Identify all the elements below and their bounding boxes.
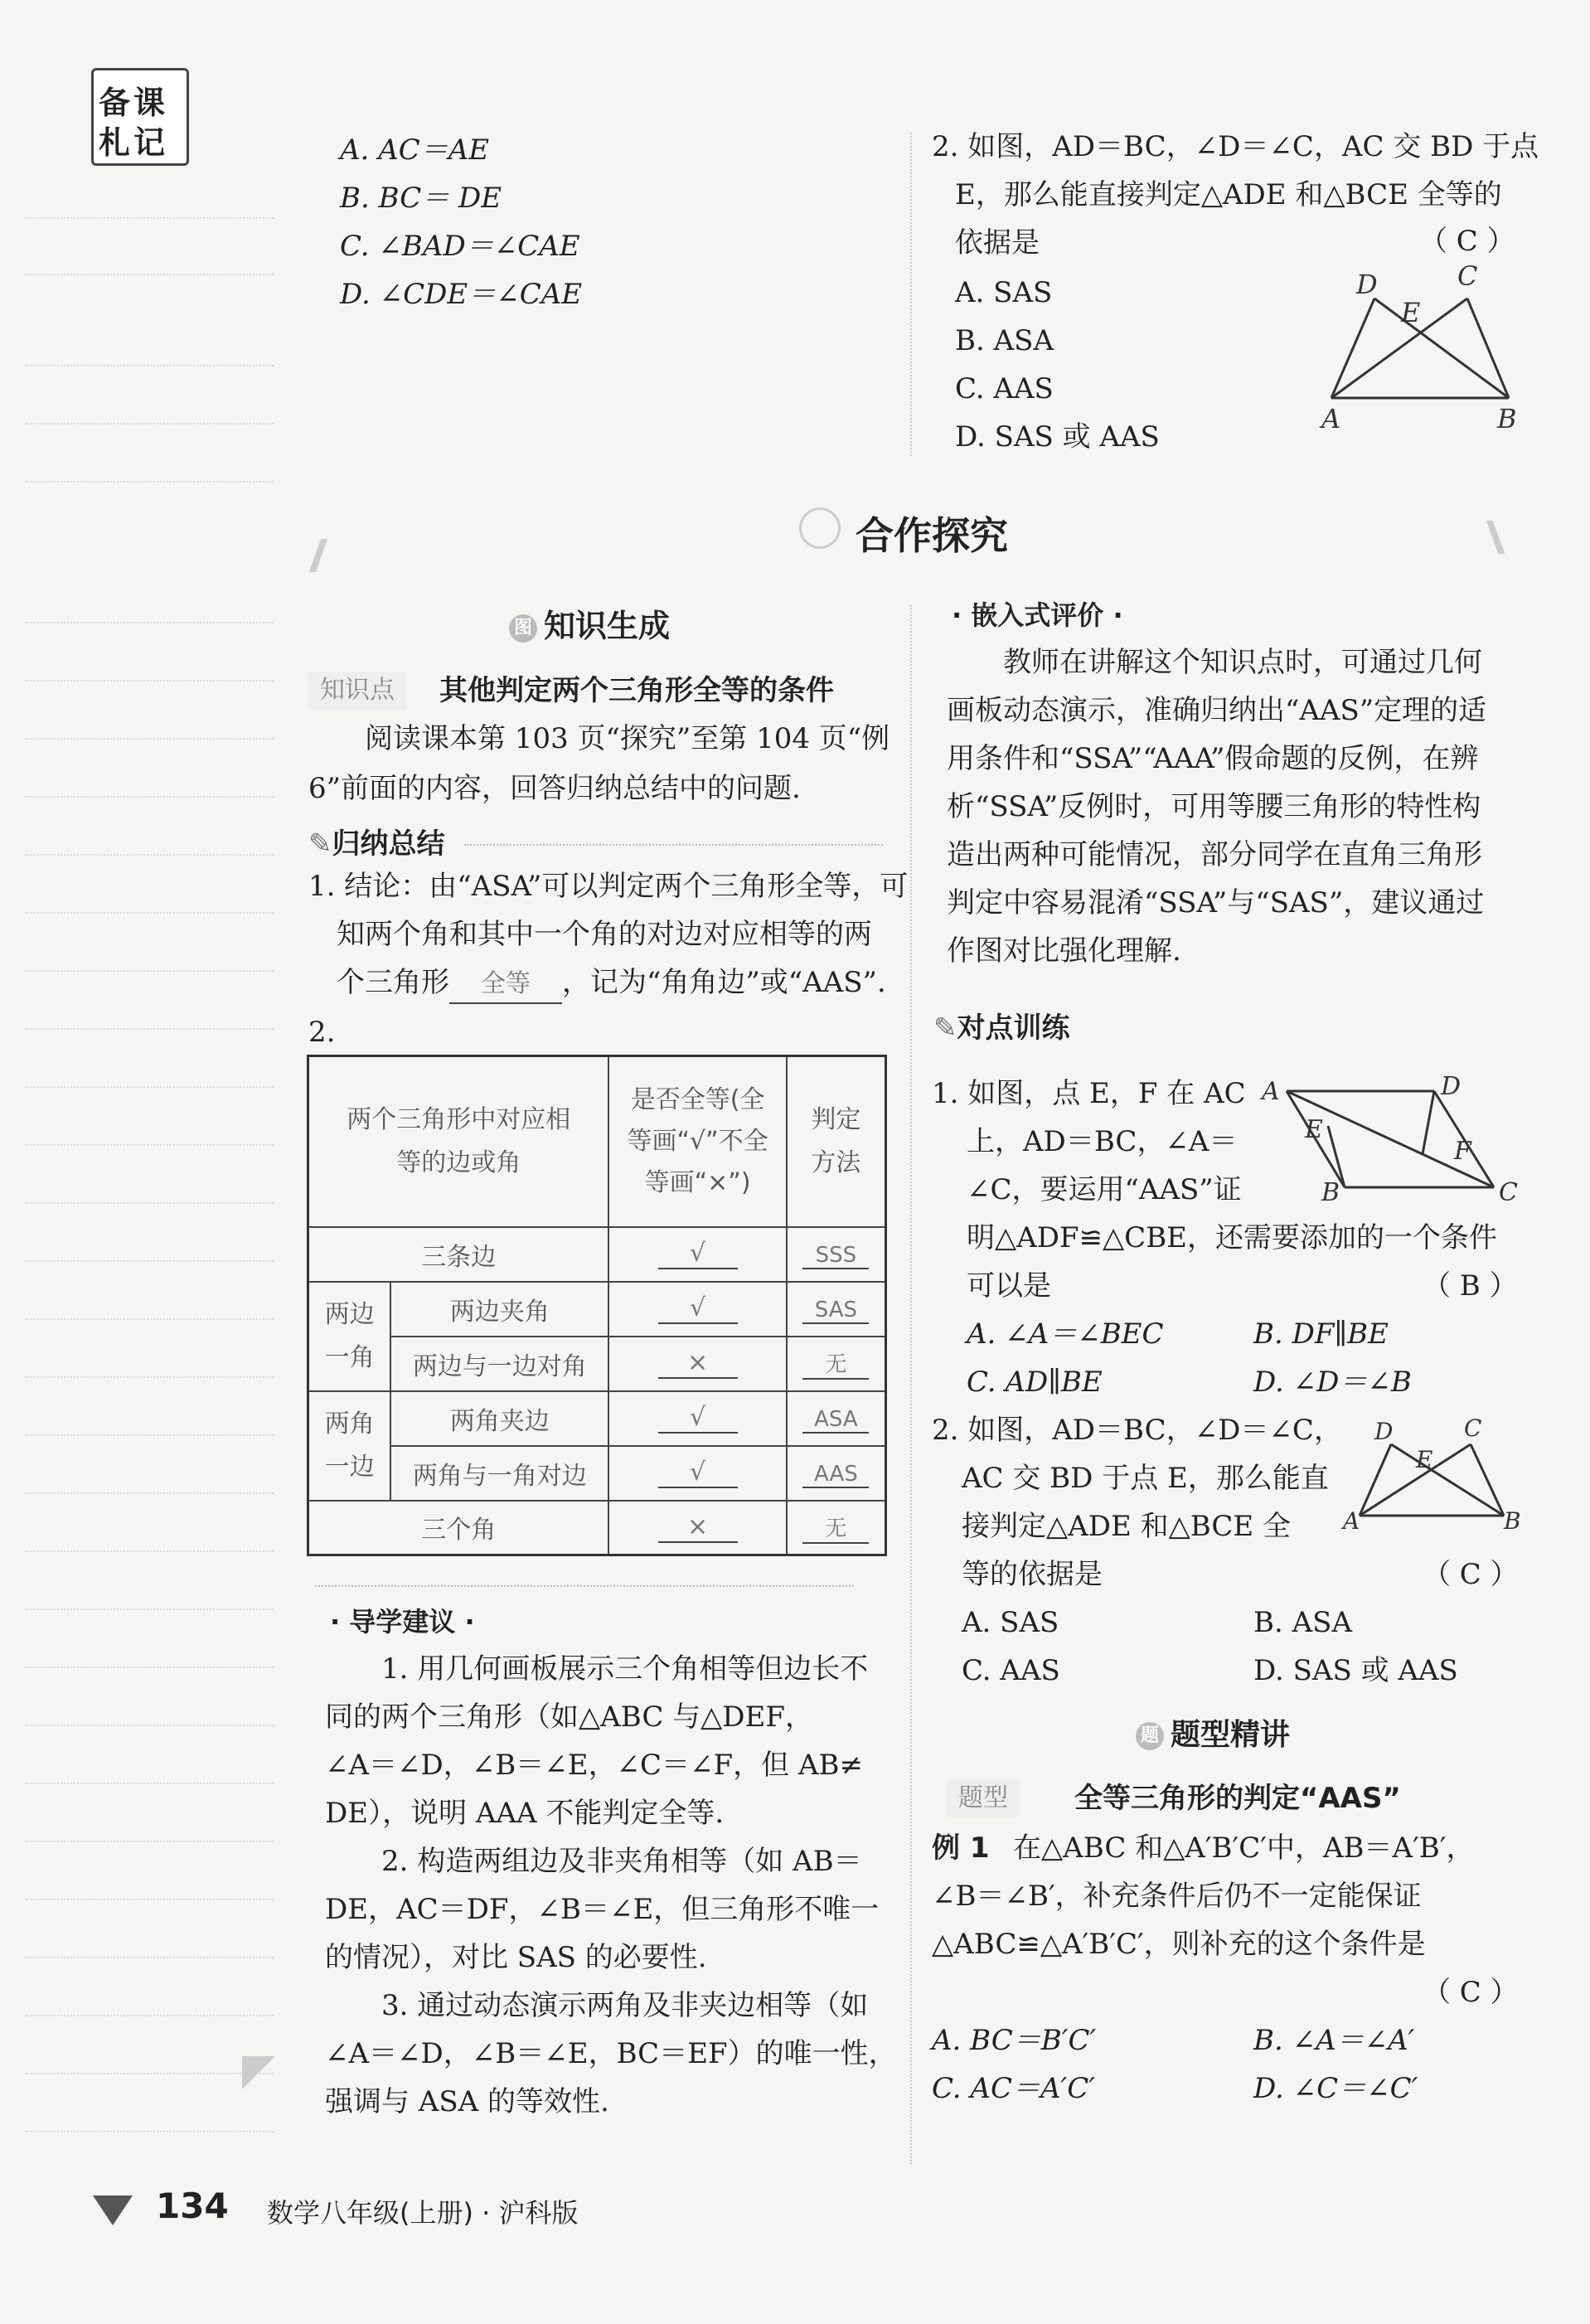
training-q2-option-a: A. SAS [962, 1606, 1059, 1639]
column-divider-bottom [910, 605, 912, 2164]
training-q1-line3: ∠C，要运用“AAS”证 [967, 1173, 1242, 1206]
training-q2-option-b: B. ASA [1253, 1606, 1352, 1639]
embedded-line-7: 作图对比强化理解. [947, 934, 1181, 968]
fig-q1-label-f: F [1454, 1137, 1471, 1166]
guide-title: · 导学建议 · [330, 1606, 475, 1637]
table-row-mark: × [658, 1348, 738, 1379]
training-q1-option-d: D. ∠D＝∠B [1253, 1366, 1412, 1399]
table-row-mark-cell [608, 1501, 786, 1555]
embedded-line-1: 教师在讲解这个知识点时，可通过几何 [1003, 646, 1482, 679]
summary-1-line3-end: ，记为“角角边”或“AAS”. [562, 966, 886, 999]
table-row [308, 1391, 886, 1446]
left-top-option-b: B. BC＝ DE [340, 182, 502, 215]
table-row-method-cell [787, 1391, 886, 1446]
fig-q2-label-c: C [1464, 1414, 1482, 1442]
table-header-col2 [608, 1056, 786, 1227]
fig-top-label-e: E [1401, 297, 1421, 328]
embedded-line-4: 析“SSA”反例时，可用等腰三角形的特性构 [947, 790, 1481, 823]
summary-title-text: 归纳总结 [332, 827, 445, 861]
triangle-figure-q2 [1340, 1413, 1522, 1545]
table-row [308, 1446, 886, 1501]
judgement-table [307, 1055, 887, 1556]
table-row-mark-cell [608, 1227, 786, 1282]
guide-line-3: ∠A＝∠D，∠B＝∠E，∠C＝∠F，但 AB≠ [325, 1749, 863, 1782]
pencil-icon: ✎ [933, 1012, 957, 1045]
table-header-col1-text: 两个三角形中对应相等的边或角 [347, 1104, 571, 1177]
guide-line-8: 3. 通过动态演示两角及非夹边相等（如 [381, 1989, 869, 2022]
training-q1-line2: 上，AD＝BC，∠A＝ [967, 1125, 1238, 1158]
fig-q1-label-e: E [1305, 1115, 1323, 1144]
table-row-method-cell [787, 1446, 886, 1501]
example-line-2: ∠B＝∠B′，补充条件后仍不一定能保证 [932, 1880, 1422, 1913]
guide-line-7: 的情况），对比 SAS 的必要性. [325, 1941, 707, 1974]
table-row-method: 无 [802, 1347, 869, 1380]
fig-top-label-a: A [1321, 403, 1341, 431]
right-top-q-answer: （ C ） [1419, 225, 1515, 258]
pencil-icon: ✎ [308, 827, 332, 861]
table-row-item: 两角与一角对边 [390, 1446, 608, 1501]
table-header-col1 [308, 1056, 609, 1227]
fig-top-label-d: D [1356, 269, 1378, 300]
embedded-line-3: 用条件和“SSA”“AAA”假命题的反例，在辨 [947, 742, 1479, 775]
training-q1-option-b: B. DF∥BE [1253, 1317, 1389, 1351]
table-header-col3-text: 判定方法 [811, 1104, 861, 1177]
table-row-mark: √ [658, 1458, 738, 1488]
fig-q2-label-d: D [1374, 1418, 1394, 1445]
embedded-line-5: 造出两种可能情况，部分同学在直角三角形 [947, 838, 1482, 871]
table-row-mark: × [658, 1512, 738, 1543]
table-row-mark-cell [608, 1282, 786, 1337]
parallelogram-figure [1252, 1070, 1525, 1211]
knowledge-title-icon: 图 [509, 614, 537, 643]
table-row-item: 两边与一边对角 [390, 1337, 608, 1391]
training-q1-option-a: A. ∠A＝∠BEC [967, 1317, 1164, 1351]
types-title-icon: 题 [1136, 1722, 1164, 1750]
guide-line-9: ∠A＝∠D，∠B＝∠E，BC＝EF）的唯一性， [325, 2037, 897, 2070]
example-label: 例 1 [932, 1832, 990, 1865]
table-row-item: 两边夹角 [390, 1282, 608, 1337]
summary-1-line1: 1. 结论：由“ASA”可以判定两个三角形全等，可 [308, 870, 909, 903]
table-row-item: 三个角 [308, 1501, 609, 1555]
example-option-c: C. AC＝A′C′ [932, 2072, 1095, 2105]
table-dotted-line [315, 1585, 854, 1587]
right-top-q-line3: 依据是 [955, 226, 1040, 260]
fig-q1-label-a: A [1262, 1077, 1280, 1106]
embedded-title: · 嵌入式评价 · [952, 599, 1123, 631]
guide-line-1: 1. 用几何画板展示三个角相等但边长不 [381, 1652, 869, 1686]
right-top-q-line2: E，那么能直接判定△ADE 和△BCE 全等的 [955, 178, 1502, 211]
table-header-row [308, 1056, 886, 1227]
example-line-3: △ABC≌△A′B′C′，则补充的这个条件是 [932, 1928, 1426, 1961]
table-row [308, 1227, 886, 1282]
summary-dotted-line [464, 844, 883, 846]
right-top-q-option-c: C. AAS [955, 372, 1054, 405]
table-row-method: SSS [802, 1243, 869, 1269]
guide-line-6: DE，AC＝DF，∠B＝∠E，但三角形不唯一 [325, 1893, 880, 1926]
right-top-q-option-d: D. SAS 或 AAS [955, 420, 1160, 454]
section-banner-line-left [309, 539, 328, 572]
table-row [308, 1282, 886, 1337]
training-q2-option-d: D. SAS 或 AAS [1253, 1654, 1458, 1687]
fig-top-label-c: C [1457, 265, 1478, 292]
table-row [308, 1337, 886, 1391]
training-title-text: 对点训练 [957, 1012, 1070, 1045]
knowledge-point-heading: 其他判定两个三角形全等的条件 [439, 674, 834, 707]
table-row-method: ASA [802, 1407, 869, 1434]
section-banner-icon [799, 507, 841, 549]
table-header-col2-text: 是否全等(全等画“√”不全等画“×”) [627, 1084, 768, 1197]
example-option-b: B. ∠A＝∠A′ [1253, 2024, 1415, 2057]
left-top-option-c: C. ∠BAD＝∠CAE [340, 230, 580, 263]
table-row-mark-cell [608, 1391, 786, 1446]
triangle-figure-top [1310, 265, 1525, 431]
training-q2-line3: 接判定△ADE 和△BCE 全 [962, 1510, 1291, 1543]
book-title: 数学八年级(上册) · 沪科版 [267, 2197, 579, 2229]
summary-title [308, 822, 445, 866]
guide-line-2: 同的两个三角形（如△ABC 与△DEF， [325, 1701, 813, 1734]
table-row-mark-cell [608, 1446, 786, 1501]
knowledge-para-line1: 阅读课本第 103 页“探究”至第 104 页“例 [365, 722, 890, 755]
summary-1-line3 [337, 958, 886, 1007]
training-q1-line5: 可以是 [967, 1269, 1051, 1303]
embedded-line-6: 判定中容易混淆“SSA”与“SAS”，建议通过 [947, 886, 1485, 919]
table-header-col3 [787, 1056, 886, 1227]
training-q2-line1: 2. 如图，AD＝BC，∠D＝∠C， [932, 1414, 1342, 1447]
table-row-method-cell [787, 1501, 886, 1555]
table-group-cell [308, 1282, 391, 1391]
section-banner-line-right [1486, 521, 1505, 554]
fig-q2-label-a: A [1343, 1507, 1360, 1535]
fig-q2-label-e: E [1416, 1446, 1433, 1473]
left-top-option-d: D. ∠CDE＝∠CAE [340, 278, 583, 311]
table-group-label: 两角一边 [324, 1409, 375, 1482]
table-row-mark: √ [658, 1239, 738, 1269]
knowledge-para-line2: 6”前面的内容，回答归纳总结中的问题. [308, 772, 801, 805]
table-row-item: 两角夹边 [390, 1391, 608, 1446]
side-note-line1: 备课 [99, 85, 169, 121]
table-row-method: AAS [802, 1462, 869, 1488]
knowledge-point-tag: 知识点 [308, 672, 406, 710]
training-title [933, 1007, 1070, 1050]
training-q1-option-c: C. AD∥BE [967, 1366, 1103, 1399]
training-q1-line1: 1. 如图，点 E，F 在 AC [932, 1077, 1246, 1110]
table-row-mark: √ [658, 1403, 738, 1434]
column-divider-top [910, 133, 912, 456]
table-row-mark-cell [608, 1337, 786, 1391]
summary-1-line2: 知两个角和其中一个角的对边对应相等的两 [337, 918, 872, 951]
training-q2-line4: 等的依据是 [962, 1558, 1103, 1591]
left-top-option-a: A. AC＝AE [340, 133, 490, 167]
table-row-method: 无 [802, 1511, 869, 1544]
summary-1-answer: 全等 [449, 966, 562, 1004]
guide-line-4: DE），说明 AAA 不能判定全等. [325, 1797, 725, 1830]
training-q2-line2: AC 交 BD 于点 E，那么能直 [962, 1462, 1329, 1495]
training-q2-option-c: C. AAS [962, 1654, 1060, 1687]
table-row-method-cell [787, 1227, 886, 1282]
types-heading: 全等三角形的判定“AAS” [1074, 1782, 1401, 1815]
section-banner-title: 合作探究 [856, 513, 1008, 558]
types-title-text: 题型精讲 [1171, 1718, 1291, 1752]
guide-line-10: 强调与 ASA 的等效性. [325, 2085, 609, 2118]
fig-q1-label-c: C [1499, 1178, 1518, 1207]
right-top-q-option-b: B. ASA [955, 324, 1054, 357]
table-row-item: 三条边 [308, 1227, 609, 1282]
fig-q1-label-b: B [1321, 1178, 1340, 1207]
summary-1-line3-start: 个三角形 [337, 966, 449, 999]
training-q1-answer: （ B ） [1423, 1269, 1518, 1303]
table-row [308, 1501, 886, 1555]
embedded-line-2: 画板动态演示，准确归纳出“AAS”定理的适 [947, 694, 1487, 727]
training-q2-answer: （ C ） [1423, 1558, 1519, 1591]
example-option-d: D. ∠C＝∠C′ [1253, 2072, 1418, 2105]
example-line-1: 在△ABC 和△A′B′C′中，AB＝A′B′， [1013, 1832, 1475, 1865]
page-number: 134 [156, 2186, 229, 2226]
guide-line-5: 2. 构造两组边及非夹角相等（如 AB＝ [381, 1845, 862, 1878]
summary-2-label: 2. [308, 1016, 336, 1049]
fig-top-label-b: B [1497, 403, 1517, 431]
knowledge-title [509, 600, 670, 646]
table-row-method-cell [787, 1282, 886, 1337]
table-group-cell [308, 1391, 391, 1501]
fig-q2-label-b: B [1504, 1507, 1521, 1535]
table-group-label: 两边一角 [324, 1299, 375, 1372]
side-note-line2: 札记 [99, 124, 169, 161]
table-row-method-cell [787, 1337, 886, 1391]
right-top-q-line1: 2. 如图，AD＝BC，∠D＝∠C，AC 交 BD 于点 [932, 130, 1539, 163]
guide-corner-mark [242, 2056, 275, 2089]
fig-q1-label-d: D [1441, 1072, 1462, 1101]
types-tag: 题型 [947, 1779, 1020, 1817]
side-note-box [91, 68, 189, 166]
table-row-mark: √ [658, 1293, 738, 1324]
right-top-q-option-a: A. SAS [955, 276, 1053, 309]
example-option-a: A. BC＝B′C′ [932, 2024, 1097, 2057]
example-answer: （ C ） [1423, 1976, 1519, 2009]
footer-arrow-icon [93, 2195, 133, 2225]
types-title [1136, 1711, 1290, 1754]
table-row-method: SAS [802, 1298, 869, 1324]
knowledge-title-text: 知识生成 [544, 608, 671, 644]
training-q1-line4: 明△ADF≌△CBE，还需要添加的一个条件 [967, 1221, 1498, 1254]
